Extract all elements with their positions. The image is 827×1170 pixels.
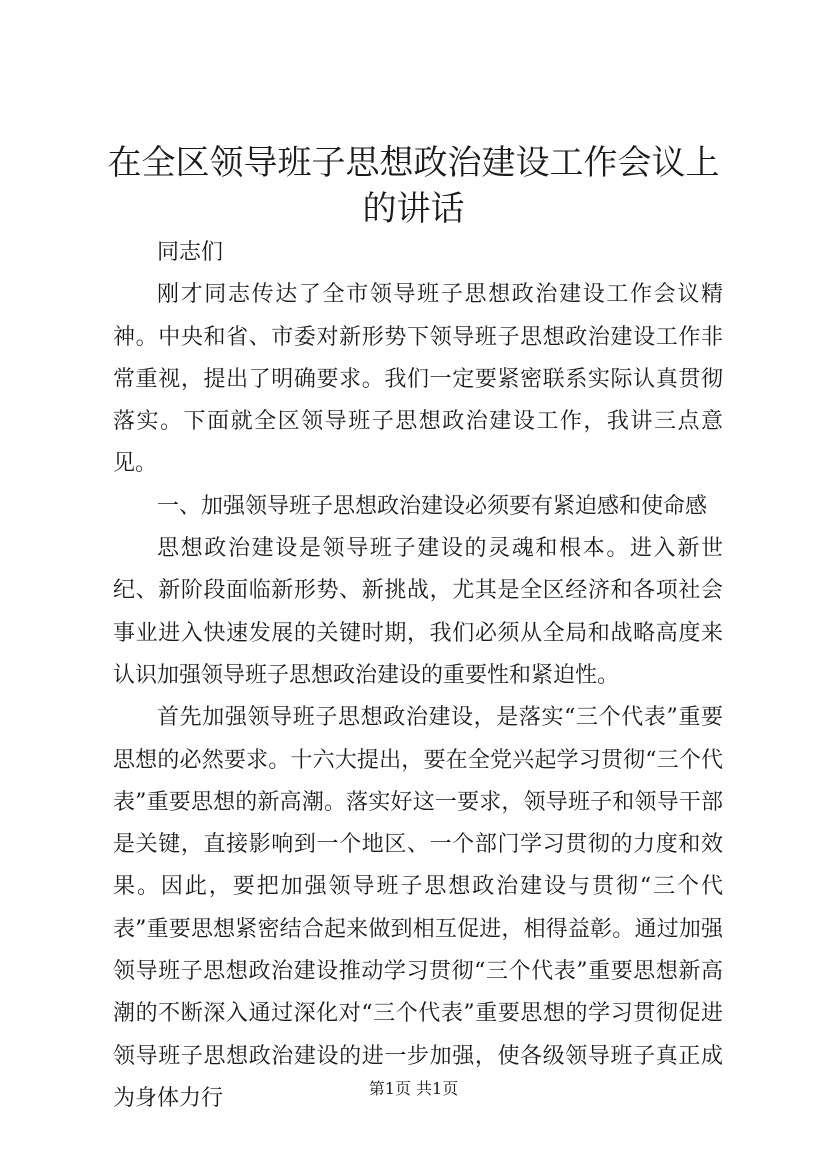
- page-footer: 第1页 共1页: [368, 1079, 459, 1098]
- document-body: [113, 232, 723, 1120]
- salutation: 同志们: [157, 240, 224, 265]
- document-title: 在全区领导班子思想政治建设工作会议上的讲话: [107, 143, 720, 229]
- section-heading-1: 一、加强领导班子思想政治建设必须要有紧迫感和使命感: [157, 493, 708, 519]
- paragraph-importance: 思想政治建设是领导班子建设的灵魂和根本。进入新世纪、新阶段面临新形势、新挑战，尤其是全区经济和各项社会事业进入快速发展的关键时期，我们必须从全局和战略高度来认识加强领导班子思想政治建设的重要性和紧迫性。: [113, 536, 723, 688]
- paragraph-first-point: 首先加强领导班子思想政治建设，是落实“三个代表”重要思想的必然要求。十六大提出，要在全党兴起学习贯彻“三个代表”重要思想的新高潮。落实好这一要求，领导班子和领导干部是关键，直接影响到一个地区、一个部门学习贯彻的力度和效果。因此，要把加强领导班子思想政治建设与贯彻“三个代表”重要思想紧密结合起来做到相互促进，相得益彰。通过加强领导班子思想政治建设推动学习贯彻“三个代表”重要思想新高潮的不断深入通过深化对“三个代表”重要思想的学习贯彻促进领导班子思想政治建设的进一步加强，使各级领导班子真正成为身体力行: [113, 705, 723, 1111]
- paragraph-intro: 刚才同志传达了全市领导班子思想政治建设工作会议精神。中央和省、市委对新形势下领导班子思想政治建设工作非常重视，提出了明确要求。我们一定要紧密联系实际认真贯彻落实。下面就全区领导班子思想政治建设工作，我讲三点意见。: [113, 282, 723, 477]
